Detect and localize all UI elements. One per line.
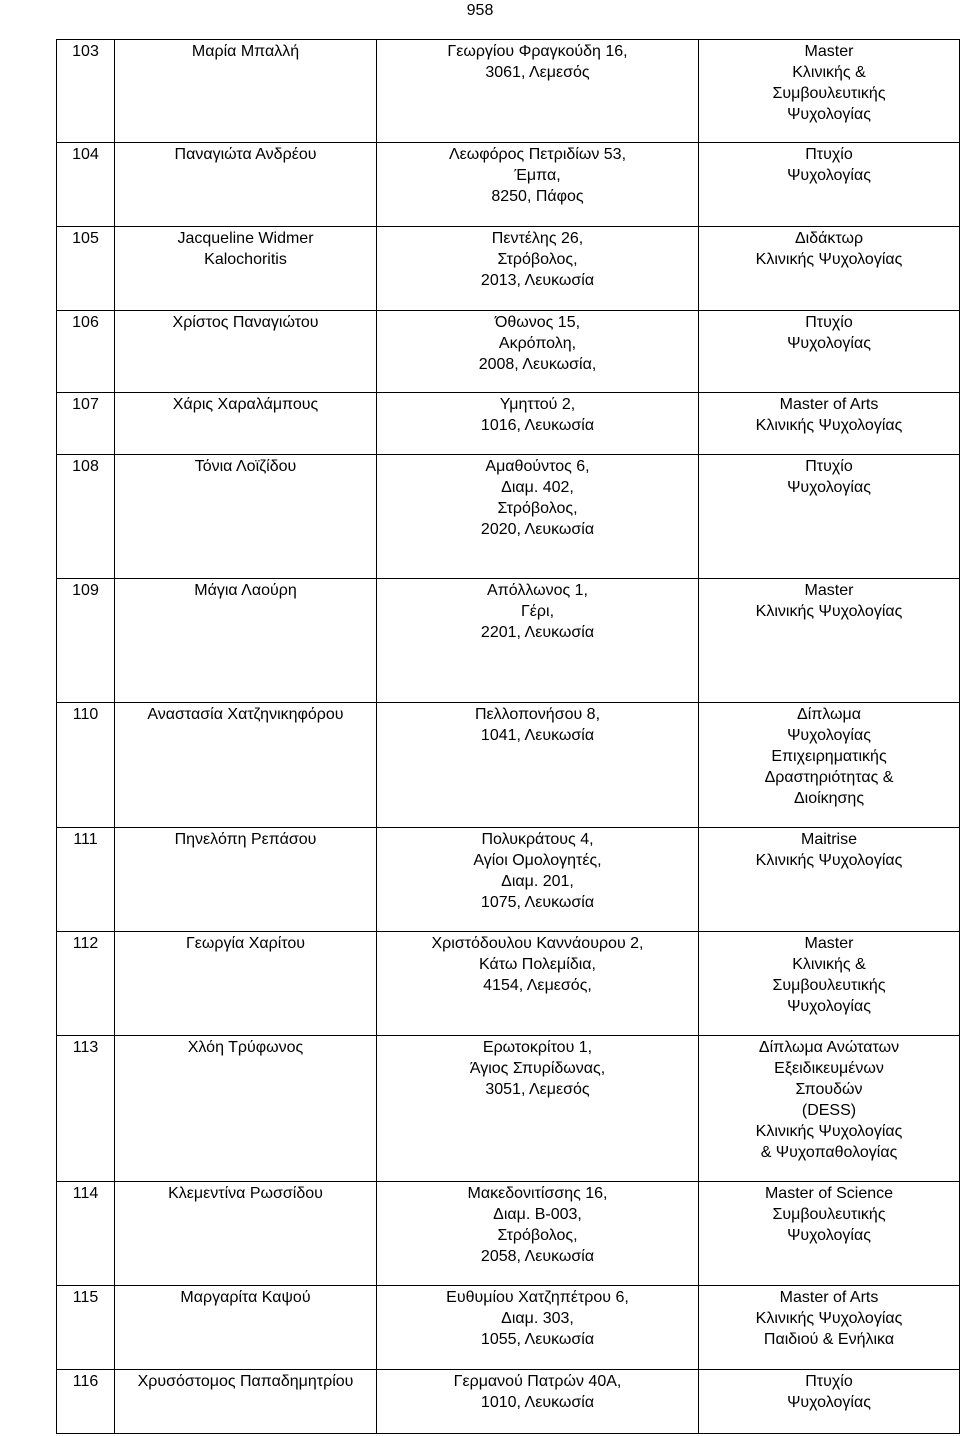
table-row bbox=[57, 579, 960, 703]
qualification: Master Κλινικής Ψυχολογίας bbox=[699, 579, 960, 703]
person-name: Γεωργία Χαρίτου bbox=[115, 932, 377, 1036]
address: Πελλοπονήσου 8, 1041, Λευκωσία bbox=[377, 703, 699, 828]
qualification: Διδάκτωρ Κλινικής Ψυχολογίας bbox=[699, 227, 960, 311]
address: Απόλλωνος 1, Γέρι, 2201, Λευκωσία bbox=[377, 579, 699, 703]
row-number: 105 bbox=[57, 227, 115, 311]
qualification: Master of Arts Κλινικής Ψυχολογίας Παιδιού & Ενήλικα bbox=[699, 1286, 960, 1370]
person-name: Τόνια Λοϊζίδου bbox=[115, 455, 377, 579]
person-name: Αναστασία Χατζηνικηφόρου bbox=[115, 703, 377, 828]
row-number: 112 bbox=[57, 932, 115, 1036]
qualification: Maitrise Κλινικής Ψυχολογίας bbox=[699, 828, 960, 932]
qualification: Master of Arts Κλινικής Ψυχολογίας bbox=[699, 393, 960, 455]
qualification: Master Κλινικής & Συμβουλευτικής Ψυχολογίας bbox=[699, 932, 960, 1036]
person-name: Πηνελόπη Ρεπάσου bbox=[115, 828, 377, 932]
qualification: Πτυχίο Ψυχολογίας bbox=[699, 1370, 960, 1434]
row-number: 110 bbox=[57, 703, 115, 828]
address: Ευθυμίου Χατζηπέτρου 6, Διαμ. 303, 1055, Λευκωσία bbox=[377, 1286, 699, 1370]
address: Πολυκράτους 4, Αγίοι Ομολογητές, Διαμ. 201, 1075, Λευκωσία bbox=[377, 828, 699, 932]
qualification: Master of Science Συμβουλευτικής Ψυχολογίας bbox=[699, 1182, 960, 1286]
address: Λεωφόρος Πετριδίων 53, Έμπα, 8250, Πάφος bbox=[377, 143, 699, 227]
qualification: Πτυχίο Ψυχολογίας bbox=[699, 311, 960, 393]
qualification: Δίπλωμα Ανώτατων Εξειδικευμένων Σπουδών (DESS) Κλινικής Ψυχολογίας & Ψυχοπαθολογίας bbox=[699, 1036, 960, 1182]
table-row bbox=[57, 1036, 960, 1182]
qualification: Δίπλωμα Ψυχολογίας Επιχειρηματικής Δραστηριότητας & Διοίκησης bbox=[699, 703, 960, 828]
row-number: 107 bbox=[57, 393, 115, 455]
table-row bbox=[57, 311, 960, 393]
table-row bbox=[57, 1182, 960, 1286]
table-row bbox=[57, 1286, 960, 1370]
address: Υμηττού 2, 1016, Λευκωσία bbox=[377, 393, 699, 455]
row-number: 103 bbox=[57, 40, 115, 143]
psychologist-registry-table bbox=[56, 39, 960, 1434]
person-name: Παναγιώτα Ανδρέου bbox=[115, 143, 377, 227]
person-name: Κλεμεντίνα Ρωσσίδου bbox=[115, 1182, 377, 1286]
row-number: 116 bbox=[57, 1370, 115, 1434]
address: Γεωργίου Φραγκούδη 16, 3061, Λεμεσός bbox=[377, 40, 699, 143]
table-row bbox=[57, 932, 960, 1036]
address: Όθωνος 15, Ακρόπολη, 2008, Λευκωσία, bbox=[377, 311, 699, 393]
registry-rows bbox=[57, 40, 960, 1434]
table-row bbox=[57, 40, 960, 143]
table-row bbox=[57, 455, 960, 579]
row-number: 113 bbox=[57, 1036, 115, 1182]
person-name: Χλόη Τρύφωνος bbox=[115, 1036, 377, 1182]
page-number: 958 bbox=[466, 2, 494, 19]
qualification: Master Κλινικής & Συμβουλευτικής Ψυχολογίας bbox=[699, 40, 960, 143]
row-number: 114 bbox=[57, 1182, 115, 1286]
row-number: 109 bbox=[57, 579, 115, 703]
qualification: Πτυχίο Ψυχολογίας bbox=[699, 143, 960, 227]
table-row bbox=[57, 828, 960, 932]
table-row bbox=[57, 393, 960, 455]
row-number: 111 bbox=[57, 828, 115, 932]
table-row bbox=[57, 143, 960, 227]
address: Πεντέλης 26, Στρόβολος, 2013, Λευκωσία bbox=[377, 227, 699, 311]
person-name: Μαργαρίτα Καψού bbox=[115, 1286, 377, 1370]
person-name: Jacqueline Widmer Kalochoritis bbox=[115, 227, 377, 311]
address: Αμαθούντος 6, Διαμ. 402, Στρόβολος, 2020, Λευκωσία bbox=[377, 455, 699, 579]
table-row bbox=[57, 703, 960, 828]
row-number: 106 bbox=[57, 311, 115, 393]
address: Γερμανού Πατρών 40Α, 1010, Λευκωσία bbox=[377, 1370, 699, 1434]
person-name: Χρυσόστομος Παπαδημητρίου bbox=[115, 1370, 377, 1434]
address: Χριστόδουλου Καννάουρου 2, Κάτω Πολεμίδια, 4154, Λεμεσός, bbox=[377, 932, 699, 1036]
address: Ερωτοκρίτου 1, Άγιος Σπυρίδωνας, 3051, Λεμεσός bbox=[377, 1036, 699, 1182]
qualification: Πτυχίο Ψυχολογίας bbox=[699, 455, 960, 579]
person-name: Μαρία Μπαλλή bbox=[115, 40, 377, 143]
row-number: 115 bbox=[57, 1286, 115, 1370]
row-number: 108 bbox=[57, 455, 115, 579]
row-number: 104 bbox=[57, 143, 115, 227]
table-row bbox=[57, 227, 960, 311]
table-row bbox=[57, 1370, 960, 1434]
person-name: Μάγια Λαούρη bbox=[115, 579, 377, 703]
address: Μακεδονιτίσσης 16, Διαμ. Β-003, Στρόβολος, 2058, Λευκωσία bbox=[377, 1182, 699, 1286]
person-name: Χρίστος Παναγιώτου bbox=[115, 311, 377, 393]
person-name: Χάρις Χαραλάμπους bbox=[115, 393, 377, 455]
